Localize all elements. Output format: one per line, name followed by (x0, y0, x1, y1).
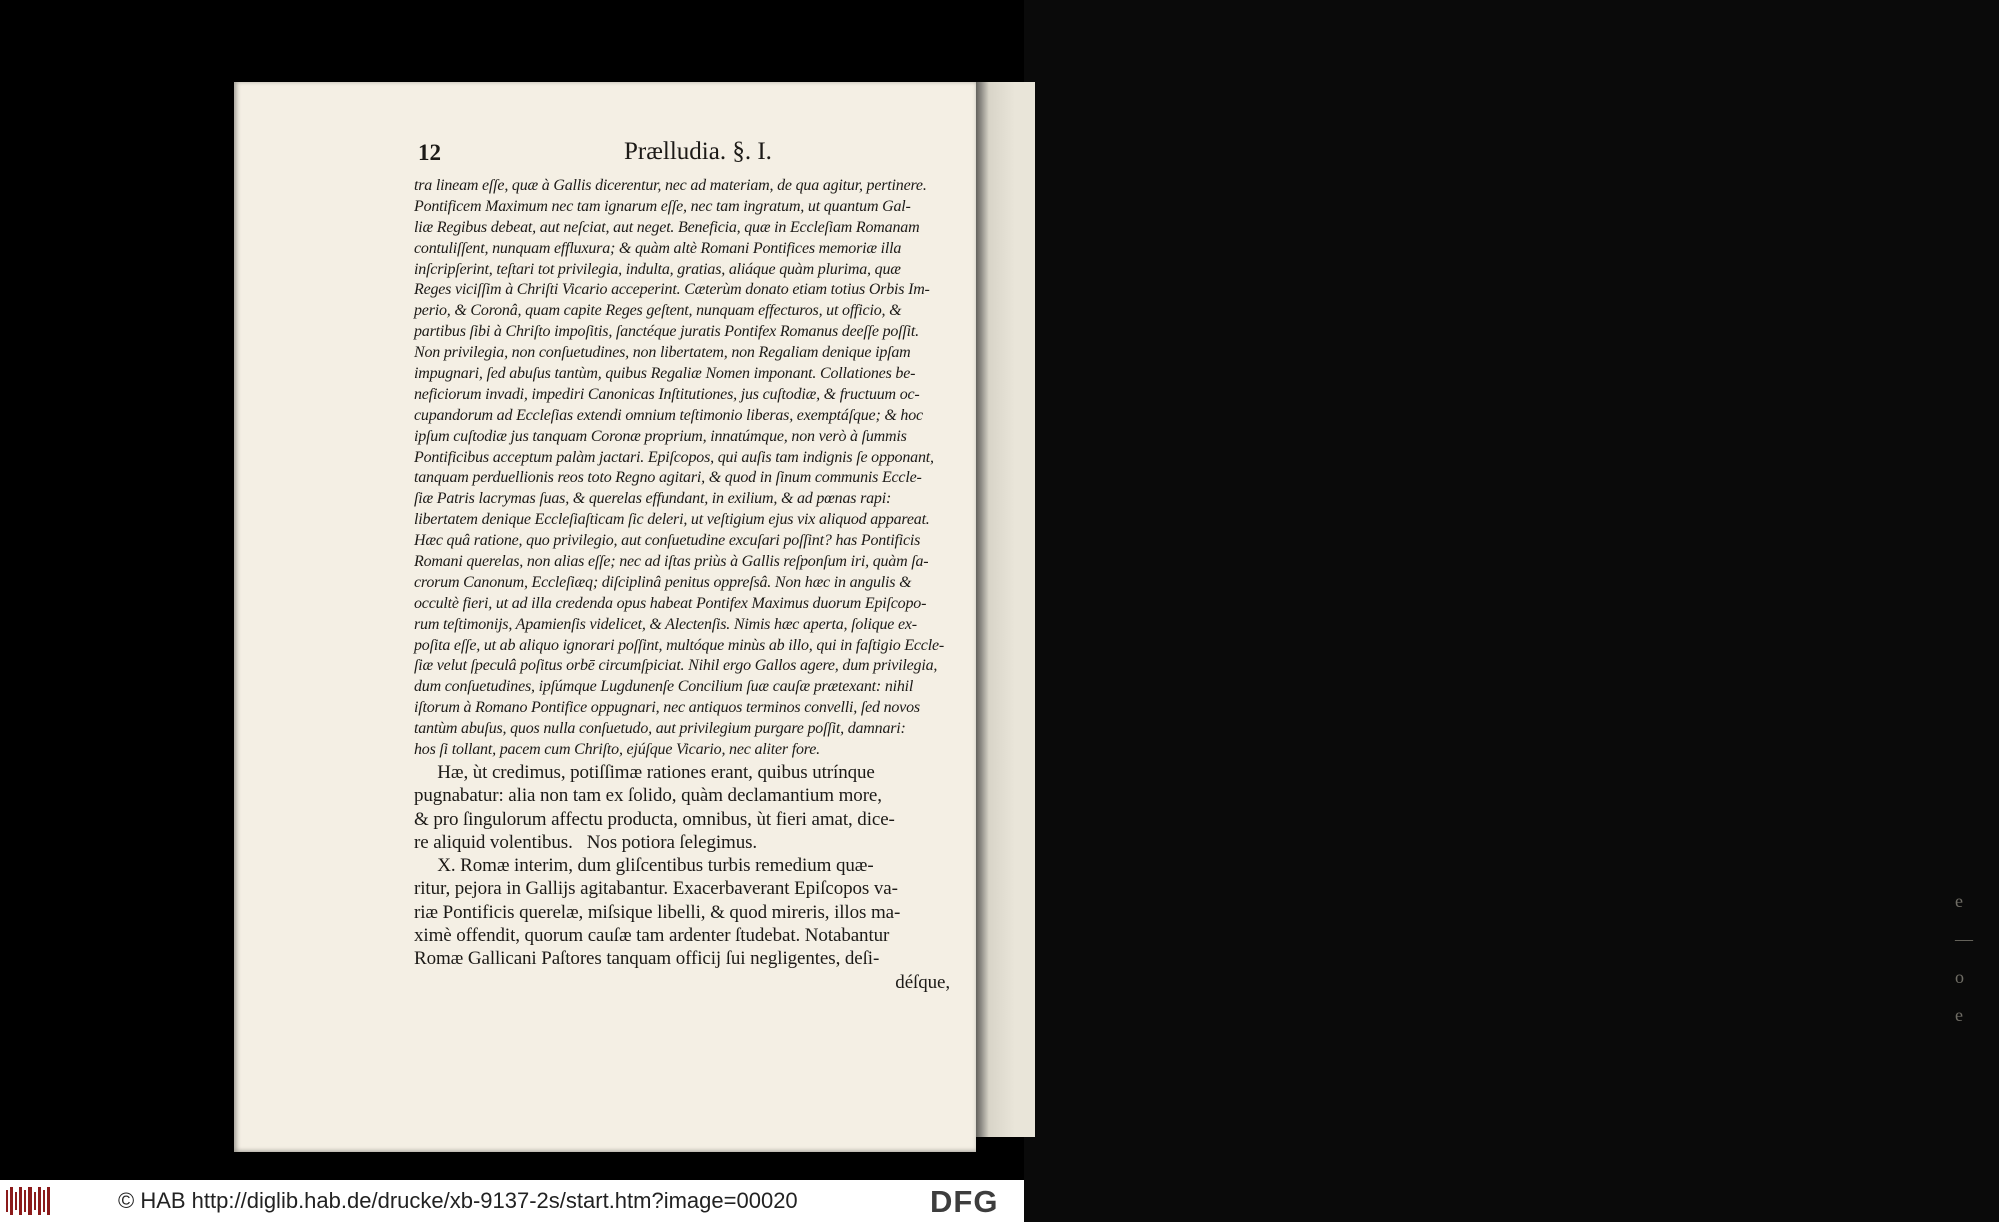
text-line: iſtorum à Romano Pontifice oppugnari, nec antiquos terminos convelli, ſed novos (414, 699, 920, 717)
text-line: ximè offendit, quorum cauſæ tam ardenter ſtudebat. Notabantur (414, 925, 890, 947)
text-line: tanquam perduellionis reos toto Regno agitari, & quod in ſinum communis Eccle- (414, 469, 922, 487)
text-line: cupandorum ad Eccleſias extendi omnium teſtimonio liberas, exemptáſque; & hoc (414, 406, 923, 424)
text-line: libertatem denique Eccleſiaſticam ſic deleri, ut veſtigium ejus vix aliquod appareat. (414, 511, 930, 529)
text-line: pugnabatur: alia non tam ex ſolido, quàm declamantium more, (414, 785, 882, 807)
adjacent-page-edge (975, 82, 1973, 1137)
text-line: ſiæ Patris lacrymas ſuas, & querelas effundant, in exilium, & ad pœnas rapi: (414, 490, 892, 508)
text-line: Romani querelas, non alias eſſe; nec ad iſtas priùs à Gallis reſponſum iri, quàm ſa- (414, 553, 929, 571)
text-line: hos ſi tollant, pacem cum Chriſto, ejúſque Vicario, nec aliter fore. (414, 741, 820, 759)
catchword: déſque, (895, 971, 950, 993)
text-line: Non privilegia, non conſuetudines, non libertatem, non Regaliam denique ipſam (414, 344, 911, 362)
text-line: dum conſuetudines, ipſúmque Lugdunenſe Concilium ſuæ cauſæ prætexant: nihil (414, 678, 914, 696)
text-line: tra lineam eſſe, quæ à Gallis dicerentur, nec ad materiam, de qua agitur, pertinere. (414, 177, 927, 194)
text-line: Hæc quâ ratione, quo privilegio, aut conſuetudine excuſari poſſint? has Pontificis (414, 532, 921, 550)
text-line: ſiæ velut ſpeculâ poſitus orbē circumſpiciat. Nihil ergo Gallos agere, dum privilegia, (414, 657, 938, 675)
page-number: 12 (418, 140, 441, 165)
text-line: re aliquid volentibus. Nos potiora ſelegimus. (414, 831, 758, 853)
text-line: Reges viciſſim à Chriſti Vicario acceperint. Cæterùm donato etiam totius Orbis Im- (414, 281, 930, 299)
source-url-link[interactable]: © HAB http://diglib.hab.de/drucke/xb-9137-2s/start.htm?image=00020 (118, 1188, 798, 1213)
adjacent-page-ghost-text: e — o e (1955, 891, 1973, 1025)
text-line: neficiorum invadi, impediri Canonicas Inſtitutiones, jus cuſtodiæ, & fructuum oc- (414, 385, 920, 403)
text-line: inſcripſerint, teſtari tot privilegia, indulta, gratias, aliáque quàm plurima, quæ (414, 260, 901, 278)
text-line: ritur, pejora in Gallijs agitabantur. Exacerbaverant Epiſcopos va- (414, 878, 898, 900)
text-line: contuliſſent, nunquam effluxura; & quàm altè Romani Pontifices memoriæ illa (414, 239, 902, 257)
text-line: impugnari, ſed abuſus tantùm, quibus Regaliæ Nomen imponant. Collationes be- (414, 365, 916, 383)
italic-paragraph (414, 176, 950, 761)
text-line: Pontificem Maximum nec tam ignarum eſſe, nec tam ingratum, ut quantum Gal- (414, 197, 911, 215)
text-line: perio, & Coronâ, quam capite Reges geſtent, nunquam effecturos, ut officio, & (414, 302, 902, 320)
text-line: crorum Canonum, Eccleſiæq; diſciplinâ penitus oppreſsâ. Non hæc in angulis & (414, 573, 912, 591)
text-line: poſita eſſe, ut ab aliquo ignorari poſſint, multóque minùs ab illo, qui in faſtigio Eccle- (414, 636, 944, 654)
text-line: Hæ, ùt credimus, potiſſimæ rationes erant, quibus utrínque (414, 761, 875, 783)
text-line: X. Romæ interim, dum gliſcentibus turbis remedium quæ- (414, 855, 874, 877)
text-line: Pontificibus acceptum palàm jactari. Epiſcopos, qui auſis tam indignis ſe opponant, (414, 448, 934, 466)
text-line: & pro ſingulorum affectu producta, omnibus, ùt fieri amat, dice- (414, 808, 895, 830)
text-line: liæ Regibus debeat, aut neſciat, aut neget. Beneficia, quæ in Eccleſiam Romanam (414, 218, 920, 236)
text-line: tantùm abuſus, quos nulla conſuetudo, aut privilegium purgare poſſit, damnari: (414, 720, 906, 738)
dfg-logo: DFG (930, 1184, 999, 1219)
page-header (418, 140, 958, 174)
roman-paragraph (414, 761, 950, 971)
text-line: ipſum cuſtodiæ jus tanquam Coronæ proprium, innatúmque, non verò à ſummis (414, 427, 907, 445)
text-line: riæ Pontificis querelæ, miſsique libelli, & quod mireris, illos ma- (414, 901, 901, 923)
text-line: partibus ſibi à Chriſto impoſitis, ſanctéque juratis Pontifex Romanus deeſſe poſſit. (414, 323, 919, 341)
text-line: Romæ Gallicani Paſtores tanquam officij ſui negligentes, deſi- (414, 948, 880, 970)
text-line: occultè fieri, ut ad illa credenda opus habeat Pontifex Maximus duorum Epiſcopo- (414, 594, 927, 612)
hab-barcode-logo-icon (6, 1187, 50, 1215)
viewer-footer (0, 1180, 1024, 1222)
text-line: rum teſtimonijs, Apamienſis videlicet, & Alectenſis. Nimis hæc aperta, ſolique ex- (414, 615, 917, 633)
page-text-block (414, 176, 950, 994)
running-title: Prælludia. §. I. (624, 138, 772, 165)
